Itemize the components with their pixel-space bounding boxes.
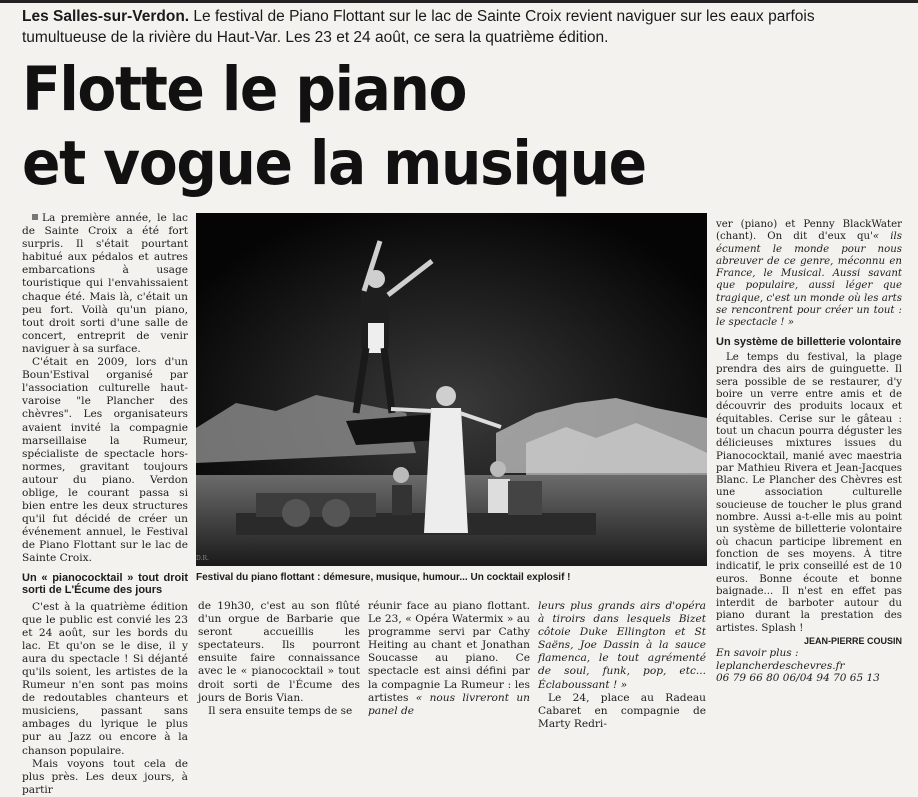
col1-paragraph-3: C'est à la quatrième édition que le public est convié les 23 et 24 août, sur les bords du lac. Et qu'on se le dise, il y aura du spectacle ! Si déjanté qu'ils soient, les artistes de la Rumeur n'en sont pas moins de redoutables chanteurs et musiciens, passant sans ambages du lyrique le plus pur au Jazz ou encore à la chanson populaire. xyxy=(22,600,188,757)
col5-paragraph-0: ver (piano) et Penny BlackWater (chant). On dit d'eux qu' xyxy=(716,219,902,243)
col2-paragraph-2: Il sera ensuite temps de se xyxy=(208,704,353,717)
author-signature: JEAN-PIERRE COUSIN xyxy=(803,636,902,646)
col5-paragraph-1: Le temps du festival, la plage prendra des airs de guinguette. Il sera possible de se restaurer, d'y boire un verre entre amis et de découvrir des produits locaux et équitables. Cerise sur le gâteau : tout un chacun pourra déguster les délicieuses mixtures issues du Pianococktail, manié avec maestria par Mathieu Rivera et Jean-Jacques Blanc. Le Plancher des Chèvres est une association culturelle soucieuse de toucher le plus grand nombre. Aussi a-t-elle mis au point un système de billetterie volontaire où chacun participe librement en fonction de ses moyens. À titre indicatif, le prix conseillé est de 10 euros. Bonne écoute et bonne baignade... Il n'est en effet pas interdit de barboter autour du piano durant la prestation des artistes. Splash ! xyxy=(716,352,902,634)
column-3 xyxy=(368,600,530,718)
col5-quote: « ils écument le monde pour nous abreuver de ce genre, méconnu en France, le Musical. Aussi savant que populaire, aussi léger que tragique, c'est un monde où les arts se rencontrent pour créer un tout : le spectacle ! » xyxy=(716,231,903,329)
column-1 xyxy=(22,212,188,797)
col2-paragraph-1: de 19h30, c'est au son flûté d'un orgue de Barbarie que seront accueillis les spectateurs. Ils pourront ensuite faire connaissance avec le « pianococktail » tout droit sorti de l'Écume des jours de Boris Vian. xyxy=(198,600,360,704)
headline-line-1: Flotte le piano xyxy=(22,54,467,125)
paragraph-marker-icon xyxy=(32,214,38,220)
col4-quote: leurs plus grands airs d'opéra à tiroirs dans lesquels Bizet côtoie Duke Ellington et St Saëns, Joe Dassin à la sauce flamenca, le tout agrémenté de soul, funk, pop, etc... Éclaboussant ! » xyxy=(538,600,706,691)
col1-paragraph-4: Mais voyons tout cela de plus près. Les deux jours, à partir xyxy=(22,757,188,796)
col1-paragraph-2: C'était en 2009, lors d'un Boun'Estival organisé par l'association culturelle haut-varoise "le Plancher des chèvres". Les organisateurs avaient invité la compagnie marseillaise la Rumeur, spécialiste de spectacle hors-normes, gravitant toujours autour du piano. Verdon oblige, le courant passa si bien entre les deux structures qu'il fut décidé de créer un événement annuel, le Festival de Piano Flottant sur le lac de Sainte Croix. xyxy=(22,356,188,565)
column-5 xyxy=(716,219,902,685)
photo-illustration xyxy=(196,213,707,566)
col5-subhead: Un système de billetterie volontaire xyxy=(716,335,902,348)
col4-paragraph-2: Le 24, place au Radeau Cabaret en compagnie de Marty Redri- xyxy=(538,691,706,730)
column-4 xyxy=(538,600,706,731)
col1-subhead: Un « pianococktail » tout droit sorti de L'Écume des jours xyxy=(22,571,188,597)
festival-photo xyxy=(196,213,707,566)
photo-caption: Festival du piano flottant : démesure, musique, humour... Un cocktail explosif ! xyxy=(196,572,571,583)
more-info-phones: 06 79 66 80 06/04 94 70 65 13 xyxy=(716,672,880,685)
col3-quote: « nous livreront un panel de xyxy=(368,691,530,717)
col3-paragraph-1: réunir face au piano flottant. Le 23, « Opéra Watermix » au programme servi par Cathy Heiting au chant et Jonathan Soucasse au piano. Ce spectacle est ainsi défini par la compagnie La Rumeur : les artistes xyxy=(368,600,530,704)
more-info-url[interactable]: leplancherdeschevres.fr xyxy=(716,659,845,672)
headline-line-2: et vogue la musique xyxy=(22,128,646,199)
column-2 xyxy=(198,600,360,718)
col1-paragraph-1: La première année, le lac de Sainte Croix a été fort surpris. Il s'était pourtant habitué aux pédalos et autres embarcations à usage touristique qui l'envahissaient chaque été. Mais là, c'était un peu fort. Voilà qu'un piano, tout droit sorti d'une salle de concert, entreprit de venir naviguer à sa surface. xyxy=(22,212,188,355)
photo-credit: D.R. xyxy=(196,555,209,562)
top-rule xyxy=(0,0,918,3)
more-info xyxy=(716,647,902,685)
more-info-label: En savoir plus : xyxy=(716,647,799,660)
lede-place: Les Salles-sur-Verdon. xyxy=(22,8,190,25)
lede-text: Le festival de Piano Flottant sur le lac de Sainte Croix revient naviguer sur les eaux parfois tumultueuse de la rivière du Haut-Var. Les 23 et 24 août, ce sera la quatrième édition. xyxy=(22,8,815,46)
lede-paragraph xyxy=(22,6,902,48)
